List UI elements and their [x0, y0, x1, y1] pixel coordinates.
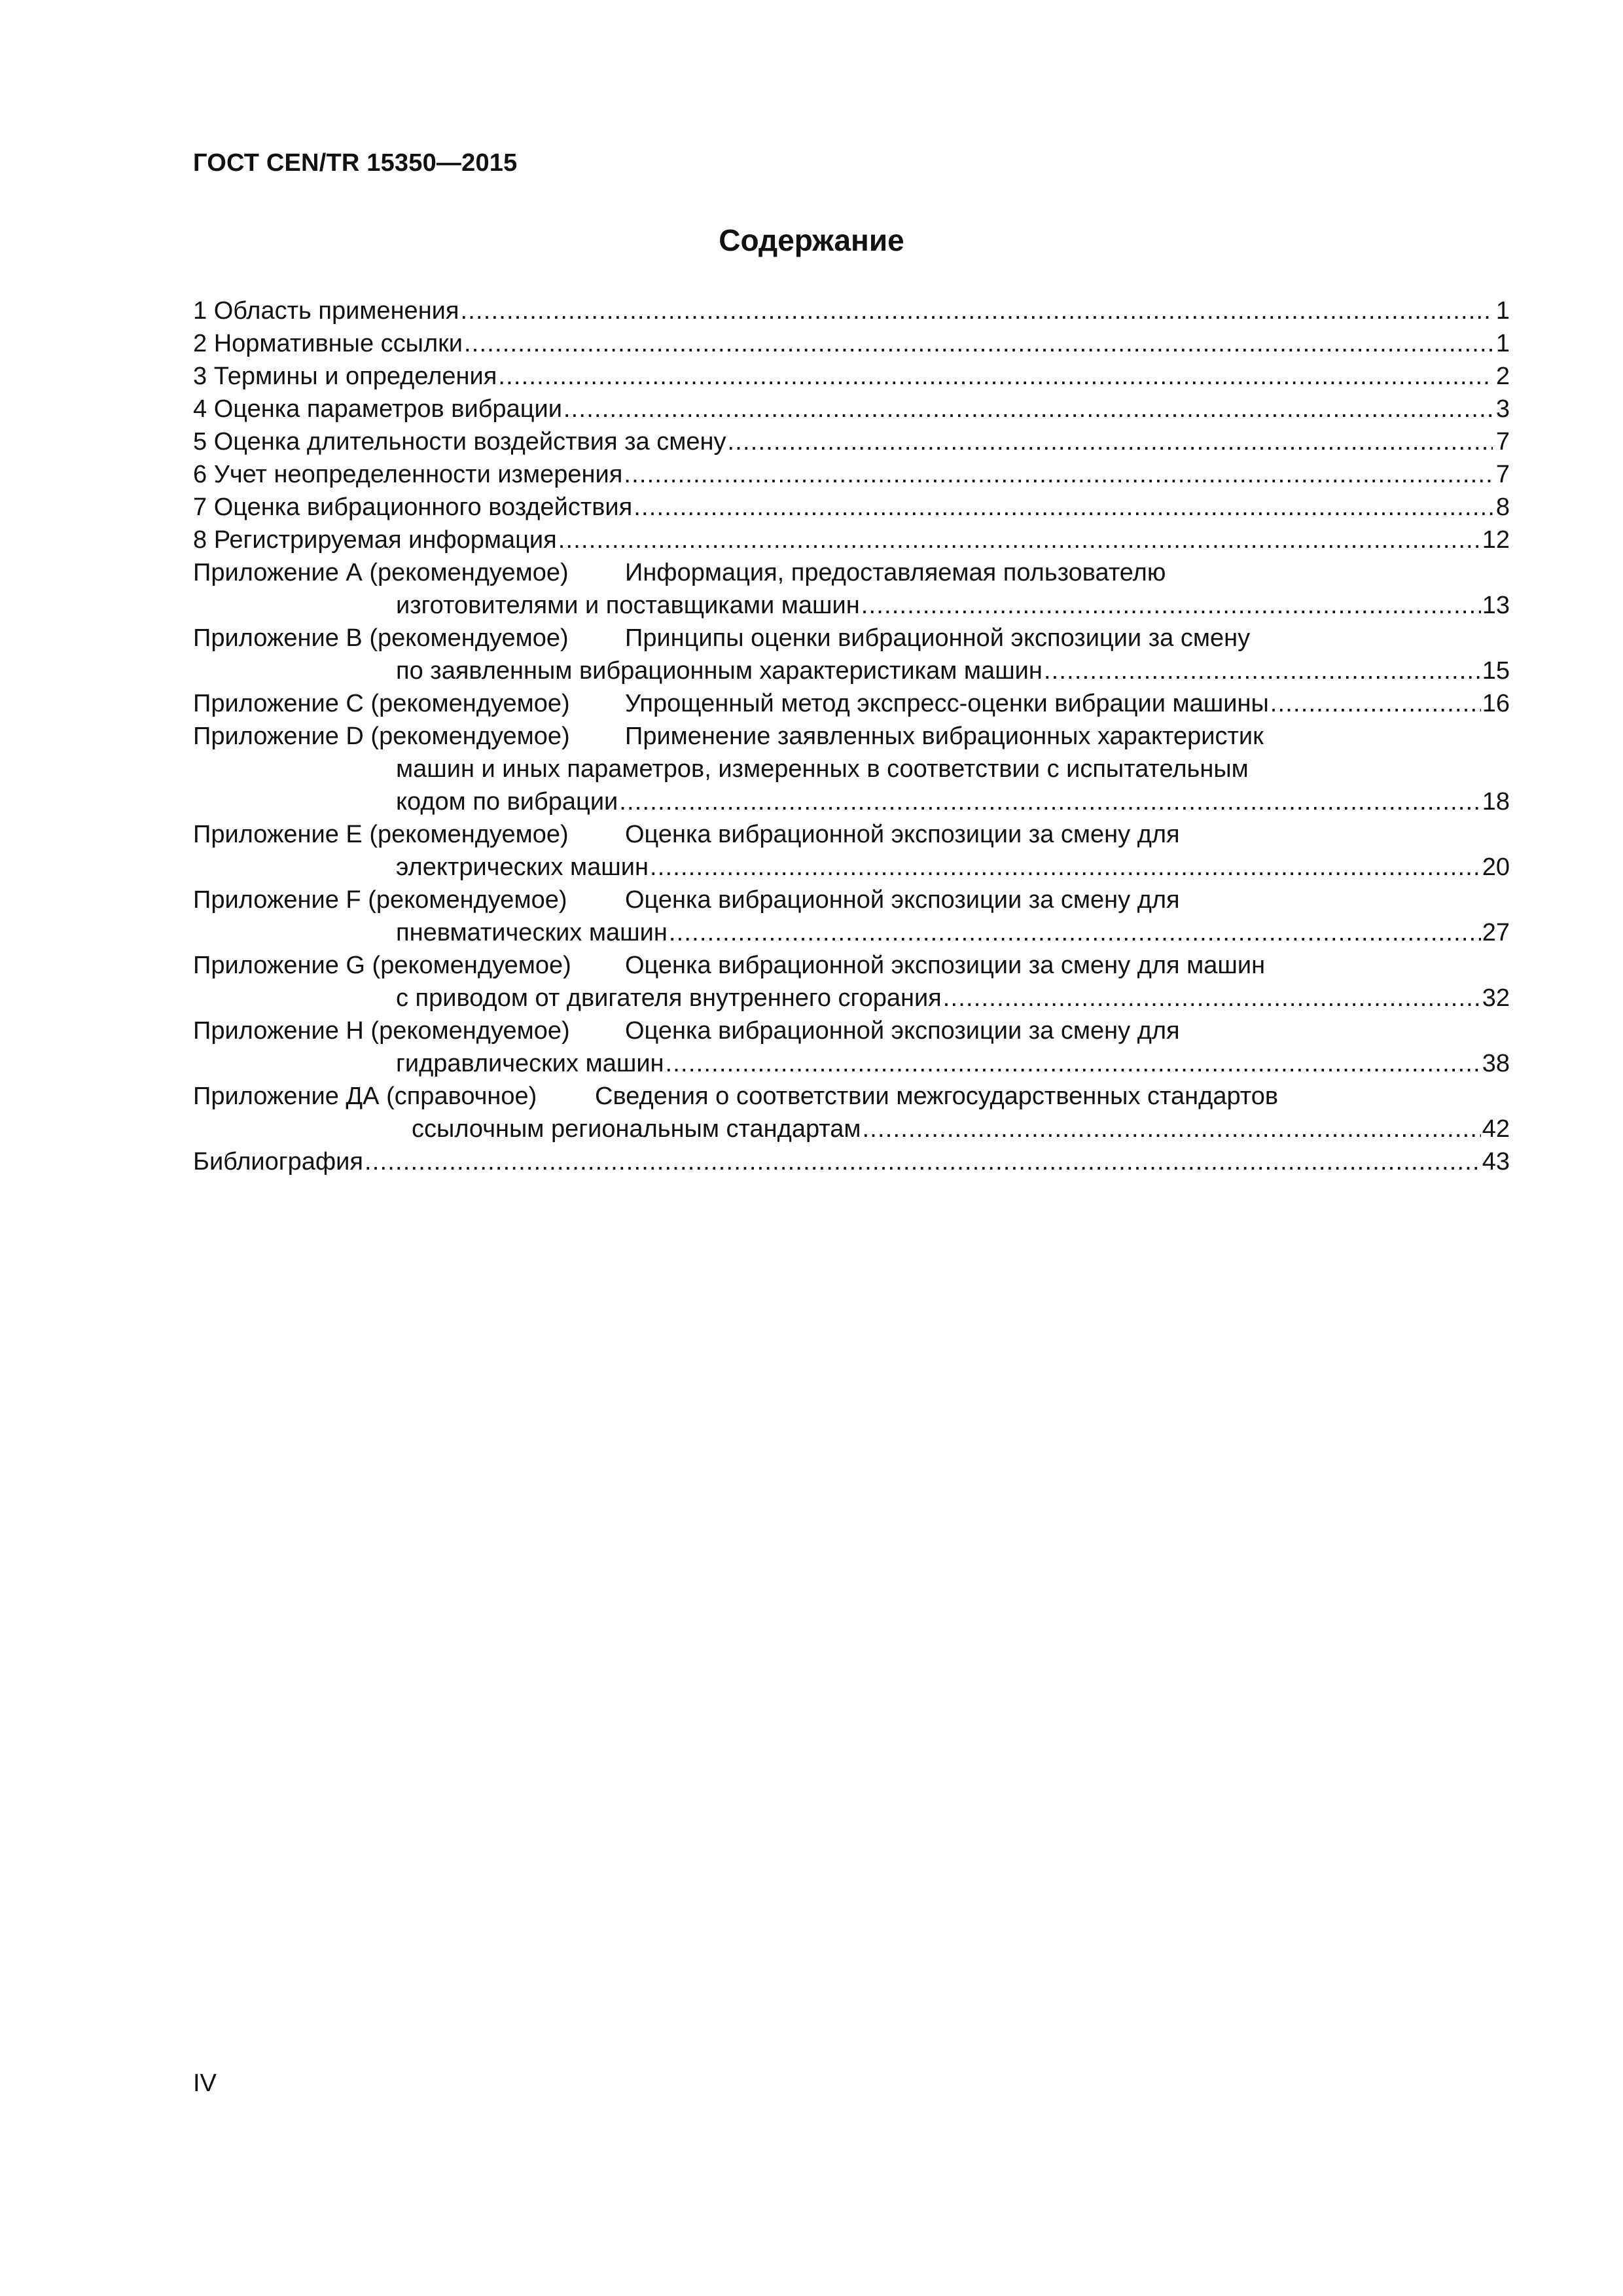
toc-annex-a-line-1[interactable] — [193, 556, 1510, 589]
toc-annex-f-line-1[interactable] — [193, 884, 1510, 916]
toc-annex-label — [193, 622, 1251, 655]
table-of-contents — [193, 295, 1510, 1178]
toc-annex-label — [193, 884, 1181, 916]
dot-leader — [666, 1047, 1481, 1080]
toc-annex-a-line-2[interactable] — [193, 589, 1510, 622]
toc-annex-da-line-2[interactable] — [193, 1113, 1510, 1145]
toc-annex-label — [193, 556, 1167, 589]
toc-annex-da-line-1[interactable] — [193, 1080, 1510, 1113]
toc-entry-bibliography[interactable] — [193, 1145, 1510, 1178]
dot-leader — [365, 1145, 1481, 1178]
toc-entry-page: 8 — [1495, 493, 1510, 521]
dot-leader — [669, 916, 1481, 949]
dot-leader — [498, 360, 1493, 393]
annex-title-line: машин и иных параметров, измеренных в соответствии с испытательным — [396, 755, 1249, 783]
toc-annex-g-line-2[interactable] — [193, 982, 1510, 1014]
toc-annex-h-line-2[interactable] — [193, 1047, 1510, 1080]
toc-entry-page: 42 — [1482, 1115, 1510, 1143]
annex-title-line: Принципы оценки вибрационной экспозиции за смену — [625, 624, 1251, 652]
toc-annex-label — [193, 1080, 1279, 1113]
toc-annex-d-line-1[interactable] — [193, 720, 1510, 753]
toc-entry-page: 3 — [1495, 395, 1510, 423]
toc-entry-5[interactable] — [193, 425, 1510, 458]
toc-annex-g-line-1[interactable] — [193, 949, 1510, 982]
toc-entry-4[interactable] — [193, 393, 1510, 425]
toc-annex-c-line-1[interactable] — [193, 687, 1510, 720]
toc-entry-page: 18 — [1482, 788, 1510, 816]
toc-entry-1[interactable] — [193, 295, 1510, 327]
dot-leader — [1270, 687, 1481, 720]
annex-head: Приложение А (рекомендуемое) — [193, 559, 569, 586]
toc-entry-label: 3 Термины и определения — [193, 363, 497, 390]
dot-leader — [464, 327, 1493, 360]
toc-entry-label: 2 Нормативные ссылки — [193, 330, 463, 357]
annex-title-line: Упрощенный метод экспресс-оценки вибрации машины — [625, 690, 1269, 717]
annex-title-line: с приводом от двигателя внутреннего сгорания — [396, 984, 942, 1012]
toc-entry-label: 7 Оценка вибрационного воздействия — [193, 493, 633, 521]
annex-title-line: изготовителями и поставщиками машин — [396, 592, 860, 619]
annex-head: Приложение G (рекомендуемое) — [193, 952, 571, 979]
annex-head: Приложение F (рекомендуемое) — [193, 886, 567, 914]
annex-head: Приложение В (рекомендуемое) — [193, 624, 569, 652]
annex-title-line: Сведения о соответствии межгосударственных стандартов — [595, 1083, 1279, 1110]
annex-title-line: пневматических машин — [396, 919, 668, 946]
annex-title-line: Оценка вибрационной экспозиции за смену для — [625, 886, 1180, 914]
dot-leader — [624, 458, 1493, 491]
dot-leader — [861, 589, 1481, 622]
toc-annex-b-line-1[interactable] — [193, 622, 1510, 655]
toc-annex-label — [193, 720, 1265, 753]
dot-leader — [633, 491, 1493, 524]
toc-entry-page: 43 — [1482, 1148, 1510, 1175]
toc-entry-2[interactable] — [193, 327, 1510, 360]
toc-annex-d-line-3[interactable] — [193, 785, 1510, 818]
annex-title-line: кодом по вибрации — [396, 788, 618, 816]
toc-annex-d-line-2[interactable] — [193, 753, 1510, 785]
dot-leader — [619, 785, 1480, 818]
toc-annex-e-line-1[interactable] — [193, 818, 1510, 851]
toc-annex-label — [193, 1014, 1181, 1047]
toc-entry-8[interactable] — [193, 524, 1510, 556]
dot-leader — [563, 393, 1493, 425]
dot-leader — [863, 1113, 1481, 1145]
toc-annex-f-line-2[interactable] — [193, 916, 1510, 949]
toc-annex-label — [193, 687, 1270, 720]
annex-title-line: электрических машин — [396, 853, 649, 881]
toc-entry-label: 1 Область применения — [193, 297, 459, 325]
toc-entry-page: 1 — [1495, 330, 1510, 357]
dot-leader — [727, 425, 1493, 458]
toc-title: Содержание — [719, 223, 904, 257]
toc-entry-label: 5 Оценка длительности воздействия за смену — [193, 428, 726, 456]
annex-title-line: по заявленным вибрационным характеристикам машин — [396, 657, 1043, 685]
page-number: IV — [193, 2070, 217, 2097]
dot-leader — [650, 851, 1481, 884]
toc-entry-page: 32 — [1482, 984, 1510, 1012]
toc-entry-label: Библиография — [193, 1148, 363, 1175]
toc-entry-label: 8 Регистрируемая информация — [193, 526, 557, 554]
toc-entry-page: 20 — [1482, 853, 1510, 881]
toc-annex-label — [193, 818, 1181, 851]
annex-head: Приложение Е (рекомендуемое) — [193, 821, 569, 848]
toc-entry-3[interactable] — [193, 360, 1510, 393]
annex-head: Приложение С (рекомендуемое) — [193, 690, 570, 717]
annex-title-line: Оценка вибрационной экспозиции за смену для — [625, 821, 1180, 848]
annex-head: Приложение D (рекомендуемое) — [193, 723, 570, 750]
toc-entry-page: 12 — [1482, 526, 1510, 554]
toc-entry-page: 7 — [1495, 461, 1510, 488]
annex-title-line: ссылочным региональным стандартам — [412, 1115, 861, 1143]
toc-entry-page: 7 — [1495, 428, 1510, 456]
annex-head: Приложение ДА (справочное) — [193, 1083, 537, 1110]
document-code: ГОСТ CEN/TR 15350—2015 — [193, 149, 518, 177]
toc-annex-label — [193, 949, 1266, 982]
toc-entry-label: 4 Оценка параметров вибрации — [193, 395, 562, 423]
toc-entry-page: 2 — [1495, 363, 1510, 390]
toc-annex-e-line-2[interactable] — [193, 851, 1510, 884]
toc-entry-7[interactable] — [193, 491, 1510, 524]
dot-leader — [1044, 655, 1481, 687]
toc-entry-6[interactable] — [193, 458, 1510, 491]
toc-annex-b-line-2[interactable] — [193, 655, 1510, 687]
annex-title-line: Применение заявленных вибрационных характеристик — [625, 723, 1264, 750]
toc-entry-page: 13 — [1482, 592, 1510, 619]
toc-entry-label: 6 Учет неопределенности измерения — [193, 461, 623, 488]
dot-leader — [460, 295, 1493, 327]
dot-leader — [558, 524, 1481, 556]
annex-title-line: Оценка вибрационной экспозиции за смену для машин — [625, 952, 1266, 979]
toc-entry-page: 1 — [1495, 297, 1510, 325]
toc-entry-page: 38 — [1482, 1050, 1510, 1077]
annex-title-line: Оценка вибрационной экспозиции за смену для — [625, 1017, 1180, 1045]
annex-title-line: гидравлических машин — [396, 1050, 664, 1077]
annex-title-line: Информация, предоставляемая пользователю — [625, 559, 1166, 586]
annex-head: Приложение Н (рекомендуемое) — [193, 1017, 570, 1045]
toc-entry-page: 15 — [1482, 657, 1510, 685]
toc-annex-h-line-1[interactable] — [193, 1014, 1510, 1047]
toc-entry-page: 16 — [1482, 690, 1510, 717]
toc-entry-page: 27 — [1482, 919, 1510, 946]
dot-leader — [943, 982, 1481, 1014]
